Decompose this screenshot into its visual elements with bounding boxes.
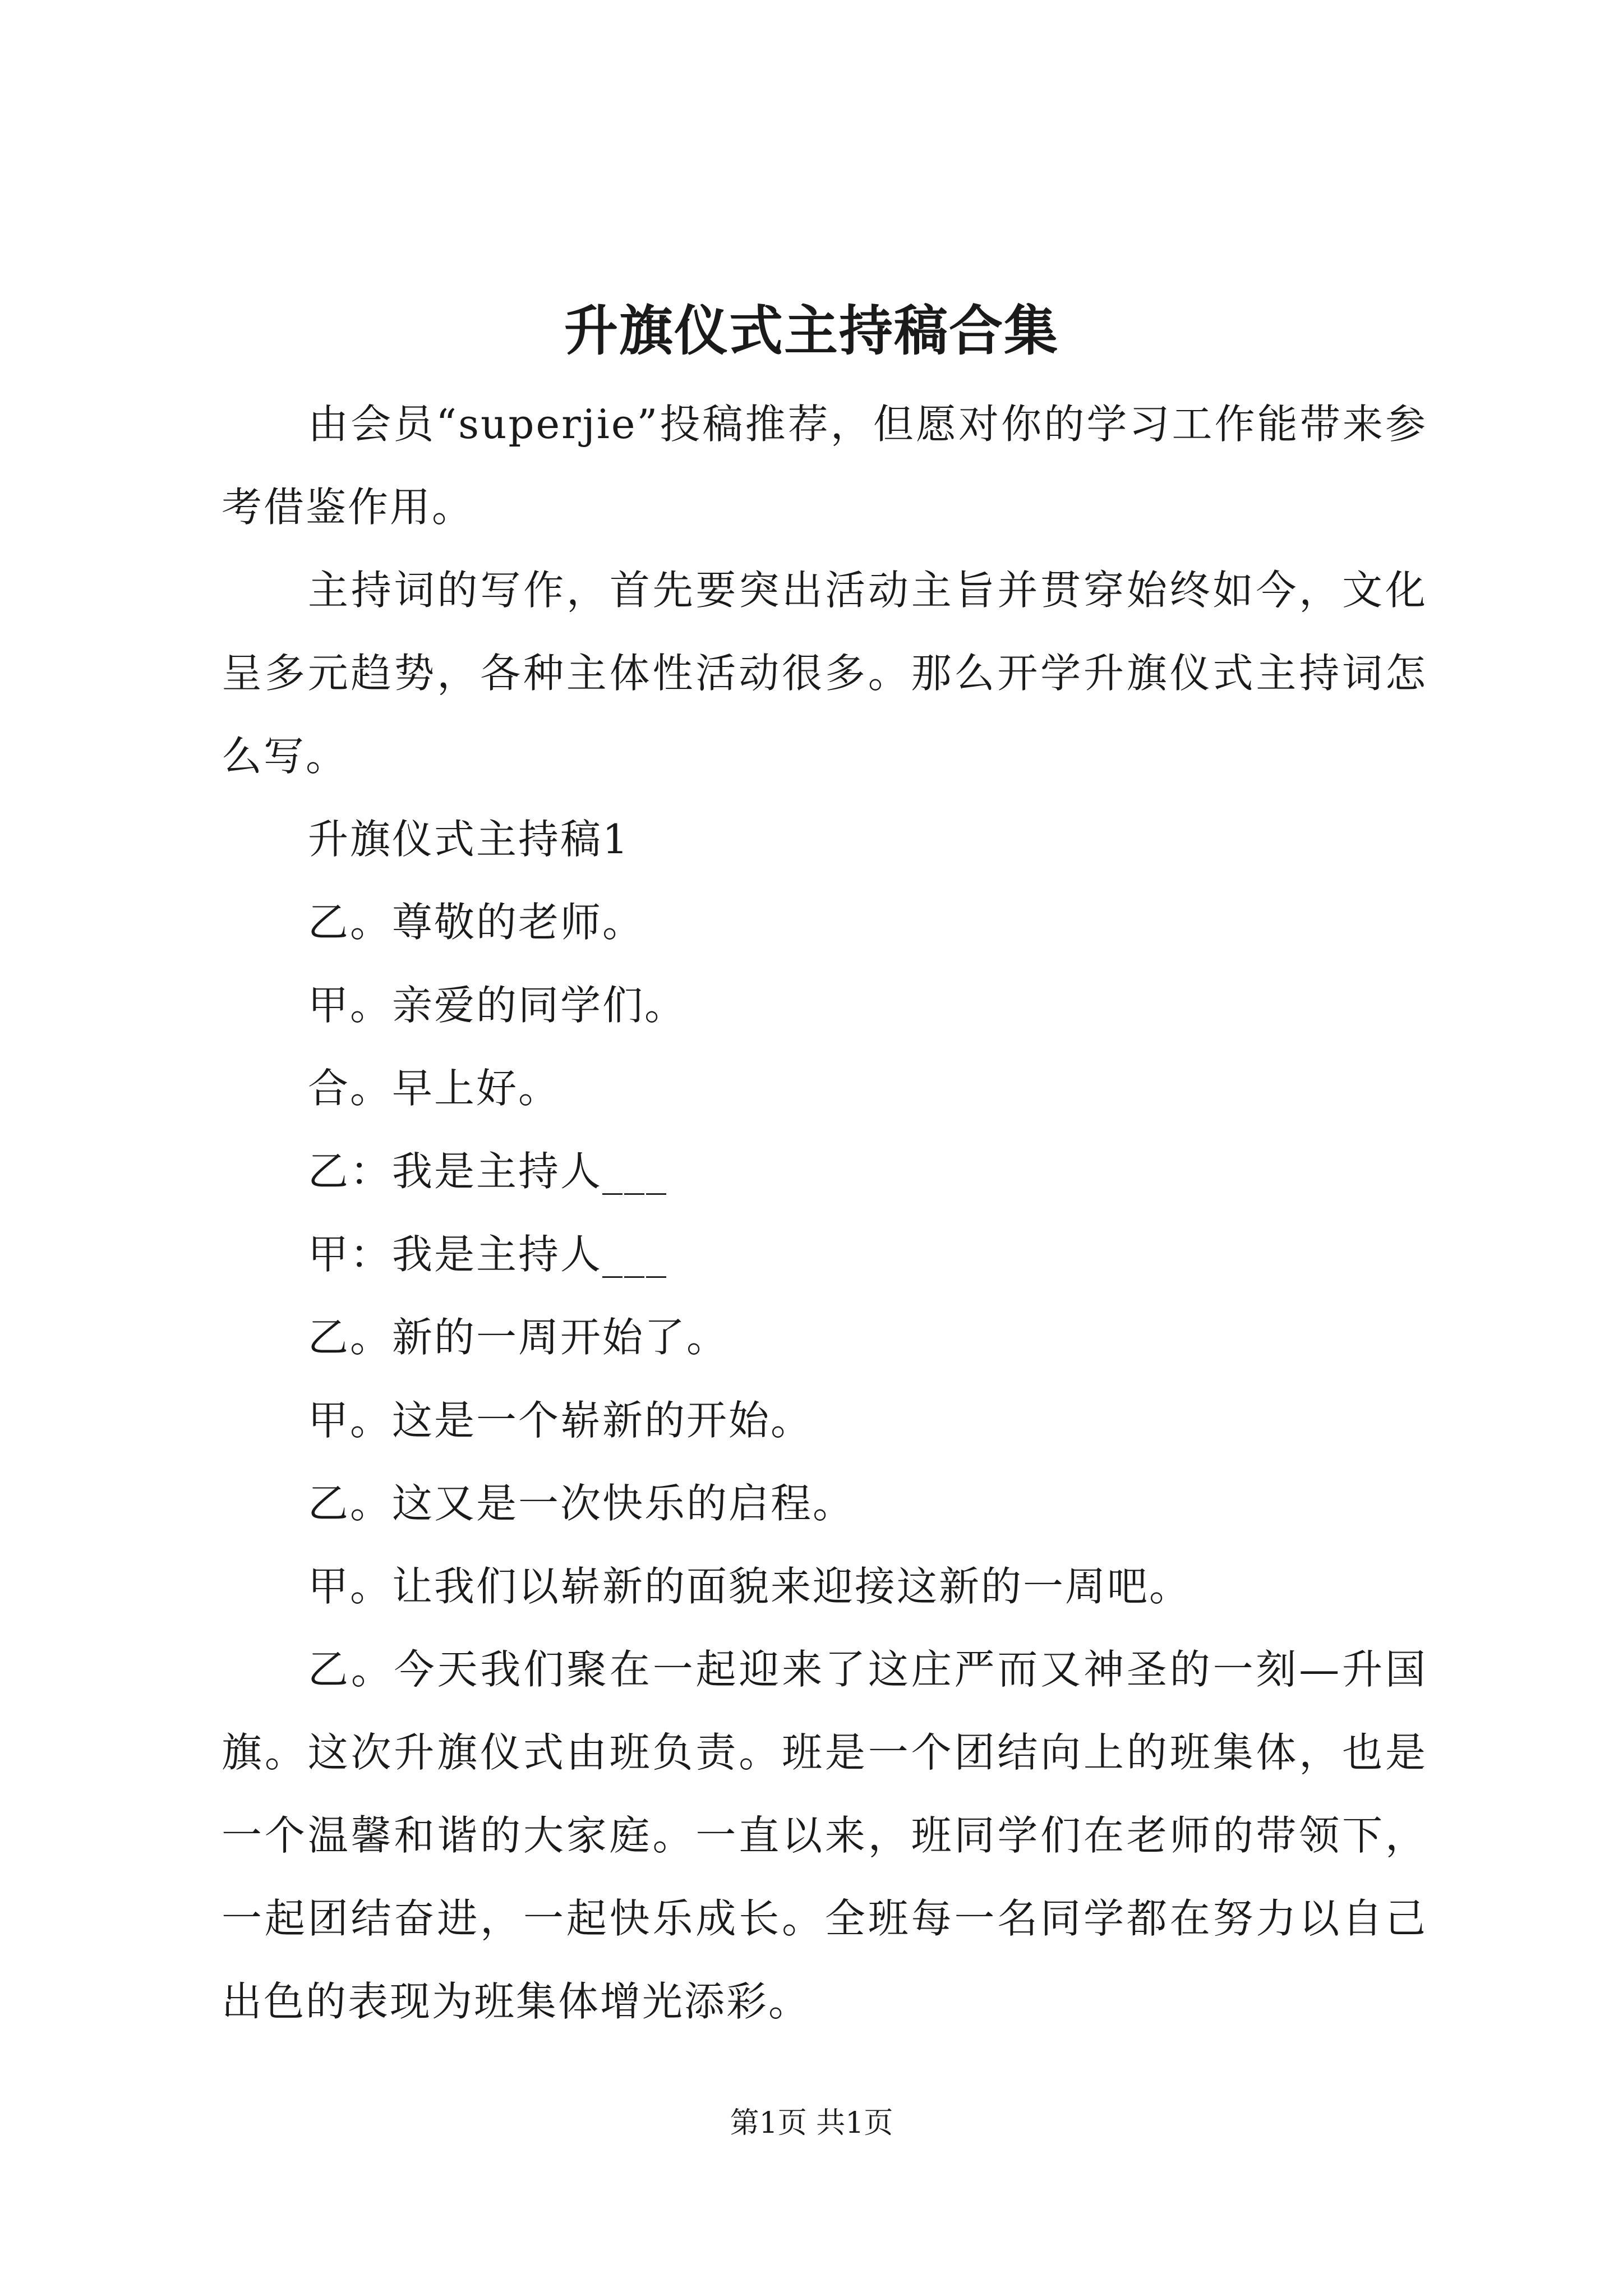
paragraph-line: 乙。新的一周开始了。 xyxy=(308,1314,729,1361)
paragraph-line: 乙：我是主持人___ xyxy=(308,1148,668,1195)
paragraph-line: 甲。亲爱的同学们。 xyxy=(308,982,687,1029)
paragraph-writing-tips: 主持词的写作，首先要突出活动主旨并贯穿始终如今，文化呈多元趋势，各种主体性活动很多。那么开学升旗仪式主持词怎么写。 xyxy=(222,567,1427,780)
paragraph-line: 合。早上好。 xyxy=(308,1065,561,1112)
paragraph-line: 甲。让我们以崭新的面貌来迎接这新的一周吧。 xyxy=(308,1563,1192,1610)
paragraph-line: 乙。这又是一次快乐的启程。 xyxy=(308,1480,855,1527)
paragraph-intro: 由会员“superjie”投稿推荐，但愿对你的学习工作能带来参考借鉴作用。 xyxy=(222,401,1427,531)
paragraph-ceremony: 乙。今天我们聚在一起迎来了这庄严而又神圣的一刻—升国旗。这次升旗仪式由班负责。班是一个团结向上的班集体，也是一个温馨和谐的大家庭。一直以来，班同学们在老师的带领下，一起团结奋进，一起快乐成长。全班每一名同学都在努力以自己出色的表现为班集体增光添彩。 xyxy=(222,1646,1427,2025)
paragraph-line: 甲：我是主持人___ xyxy=(308,1231,668,1278)
paragraph-section-heading: 升旗仪式主持稿1 xyxy=(308,816,630,863)
paragraph-line: 乙。尊敬的老师。 xyxy=(308,899,645,946)
paragraph-line: 甲。这是一个崭新的开始。 xyxy=(308,1397,813,1444)
page-footer: 第1页 共1页 xyxy=(730,2106,893,2140)
document-title: 升旗仪式主持稿合集 xyxy=(564,299,1059,362)
document-body xyxy=(222,383,1427,2043)
